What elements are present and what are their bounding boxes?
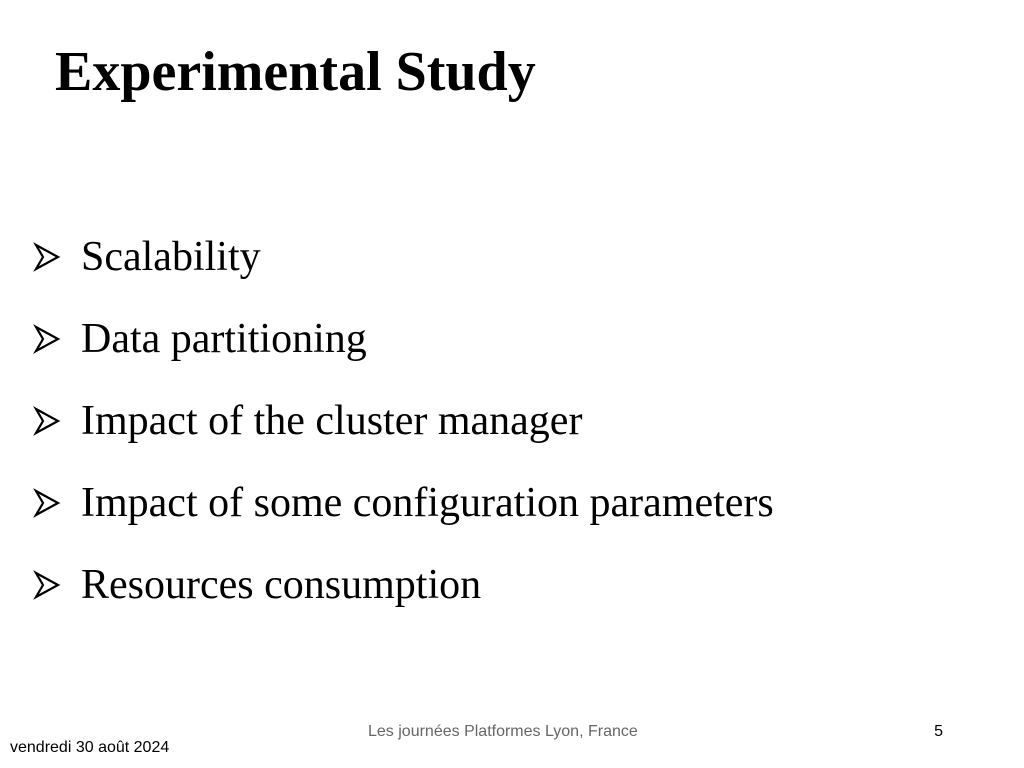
slide-title: Experimental Study — [55, 41, 536, 103]
bullet-text: Impact of the cluster manager — [81, 398, 583, 444]
bullet-item — [32, 544, 774, 626]
bullet-item — [32, 380, 774, 462]
bullet-item — [32, 462, 774, 544]
arrowhead-bullet-icon — [32, 488, 62, 518]
bullet-text: Data partitioning — [81, 316, 367, 362]
footer-event-text: Les journées Platformes Lyon, France — [368, 723, 638, 740]
arrowhead-bullet-icon — [32, 242, 62, 272]
bullet-text: Scalability — [81, 234, 261, 280]
bullet-list — [32, 216, 774, 626]
bullet-text: Impact of some configuration parameters — [81, 480, 774, 526]
arrowhead-bullet-icon — [32, 570, 62, 600]
arrowhead-bullet-icon — [32, 406, 62, 436]
arrowhead-bullet-icon — [32, 324, 62, 354]
bullet-item — [32, 216, 774, 298]
bullet-text: Resources consumption — [81, 562, 482, 608]
page-number: 5 — [934, 723, 943, 740]
bullet-item — [32, 298, 774, 380]
footer-date: vendredi 30 août 2024 — [10, 739, 170, 756]
